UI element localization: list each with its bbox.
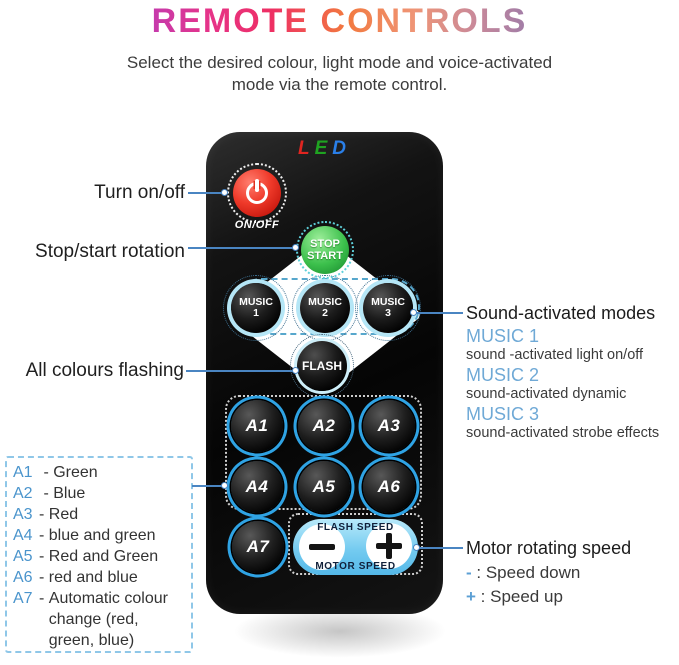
legend-key: A1 <box>13 464 33 481</box>
legend-desc: Automatic colour change (red, green, blue) <box>48 590 168 649</box>
plus-sign: + <box>466 587 476 606</box>
legend-item-a5: A5 - Red and Green <box>13 548 159 565</box>
motor-speed-block <box>466 538 631 609</box>
stop-label: STOP <box>310 238 340 250</box>
a2-button: A2 <box>298 400 350 452</box>
dot-all-colours <box>292 367 299 374</box>
line-all-colours <box>186 370 296 372</box>
led-letter-e: E <box>314 138 333 159</box>
a7-button: A7 <box>232 521 284 573</box>
label-turn-on-off: Turn on/off <box>94 182 185 203</box>
page-title: REMOTE CONTROLS <box>0 2 679 41</box>
subtitle <box>0 52 679 96</box>
legend-key: A2 <box>13 485 33 502</box>
power-icon <box>246 182 268 204</box>
music-2-desc: sound-activated dynamic <box>466 386 627 402</box>
speed-panel <box>293 519 418 575</box>
line-motor-speed <box>416 547 463 549</box>
legend-item-a3: A3 - Red <box>13 506 79 523</box>
legend-item-a1: A1 - Green <box>13 464 98 481</box>
music-1-desc: sound -activated light on/off <box>466 347 644 363</box>
remote-reflection <box>225 612 455 660</box>
plus-icon <box>375 532 403 560</box>
legend-item-a6: A6 - red and blue <box>13 569 138 586</box>
music-2-button: MUSIC 2 <box>300 283 350 333</box>
power-button <box>233 169 281 217</box>
line-stop-start <box>188 247 296 249</box>
label-all-colours-flashing: All colours flashing <box>25 360 184 381</box>
subtitle-line2: mode via the remote control. <box>231 75 448 94</box>
line-sound-modes <box>414 312 463 314</box>
sound-modes-block <box>466 303 659 443</box>
led-brand-text <box>206 138 443 160</box>
legend-item-a2: A2 - Blue <box>13 485 86 502</box>
music-1-button: MUSIC 1 <box>231 283 281 333</box>
motor-speed-title: Motor rotating speed <box>466 538 632 558</box>
label-stop-start-rotation: Stop/start rotation <box>35 241 185 262</box>
legend-key: A4 <box>13 527 33 544</box>
a3-button: A3 <box>363 400 415 452</box>
legend-desc: Red and Green <box>48 548 159 565</box>
music-2-label: MUSIC 2 <box>466 365 540 385</box>
legend-key: A7 <box>13 590 33 607</box>
motor-speed-label: MOTOR SPEED <box>315 561 396 572</box>
start-label: START <box>307 250 343 262</box>
legend-desc: Blue <box>53 485 86 502</box>
music-3-desc: sound-activated strobe effects <box>466 425 660 441</box>
a1-button: A1 <box>231 400 283 452</box>
dot-turn-on-off <box>221 189 228 196</box>
legend-desc: Red <box>48 506 79 523</box>
music-3-button: MUSIC 3 <box>363 283 413 333</box>
legend-key: A5 <box>13 548 33 565</box>
dot-motor-speed <box>413 544 420 551</box>
minus-sign: - <box>466 563 472 582</box>
music-3-label: MUSIC 3 <box>466 404 540 424</box>
flash-button: FLASH <box>297 341 347 391</box>
legend-desc: red and blue <box>48 569 138 586</box>
sound-modes-title: Sound-activated modes <box>466 303 656 323</box>
dot-colour-legend <box>221 482 228 489</box>
legend-item-a7: A7 - Automatic colour change (red, green, blue) <box>13 588 185 651</box>
legend-key: A3 <box>13 506 33 523</box>
speed-up-row: + : Speed up <box>466 587 563 606</box>
power-button-label: ON/OFF <box>234 219 280 231</box>
a4-button: A4 <box>231 461 283 513</box>
flash-speed-label: FLASH SPEED <box>317 522 394 533</box>
a6-button: A6 <box>363 461 415 513</box>
legend-desc: blue and green <box>48 527 156 544</box>
a5-button: A5 <box>298 461 350 513</box>
dot-sound-modes <box>410 309 417 316</box>
subtitle-line1: Select the desired colour, light mode and voice-activated <box>126 53 553 72</box>
legend-item-a4: A4 - blue and green <box>13 527 156 544</box>
speed-down-row: - : Speed down <box>466 563 581 582</box>
remote-control <box>206 132 443 614</box>
music-1-label: MUSIC 1 <box>466 326 540 346</box>
stop-start-button <box>301 226 349 274</box>
led-letter-d: D <box>332 138 352 159</box>
minus-icon <box>309 544 335 550</box>
led-letter-l: L <box>297 138 315 159</box>
dot-stop-start <box>292 244 299 251</box>
colour-legend <box>5 456 193 653</box>
legend-key: A6 <box>13 569 33 586</box>
legend-desc: Green <box>53 464 98 481</box>
